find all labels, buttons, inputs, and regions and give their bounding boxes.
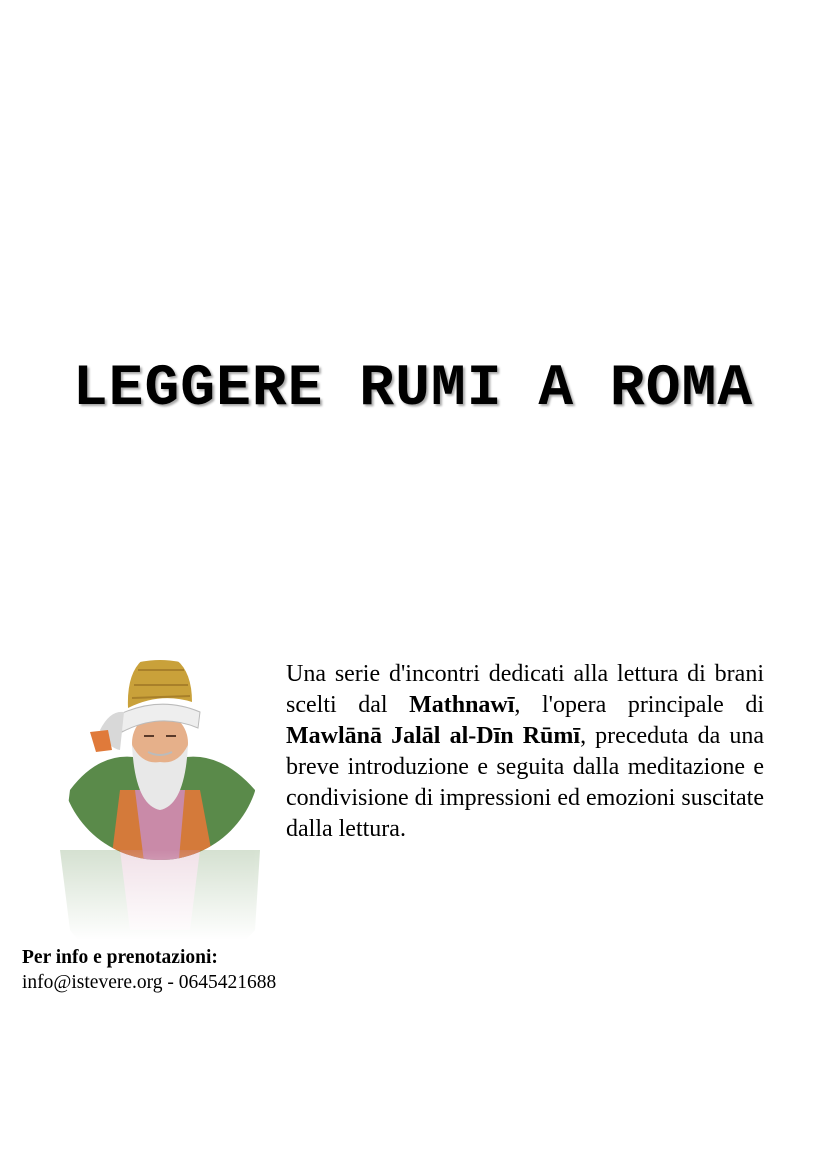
description-end: , preceduta da una breve introduzione e seguita dalla meditazione e condivisione di impressioni ed emozioni suscitate dalla lettura. (286, 723, 765, 842)
work-title: Mathnawī (409, 692, 515, 718)
page-title: LEGGERE RUMI A ROMA (72, 357, 754, 422)
event-description (286, 659, 764, 845)
contact-info (22, 945, 276, 995)
author-name: Mawlānā Jalāl al-Dīn Rūmī (286, 723, 581, 749)
contact-details: info@istevere.org - 0645421688 (22, 972, 277, 993)
contact-label: Per info e prenotazioni: (22, 947, 218, 968)
description-middle: , l'opera principale di (514, 692, 764, 718)
rumi-portrait-icon (60, 640, 260, 940)
description-intro: Una serie d'incontri dedicati alla lettura di brani scelti dal (286, 661, 764, 718)
